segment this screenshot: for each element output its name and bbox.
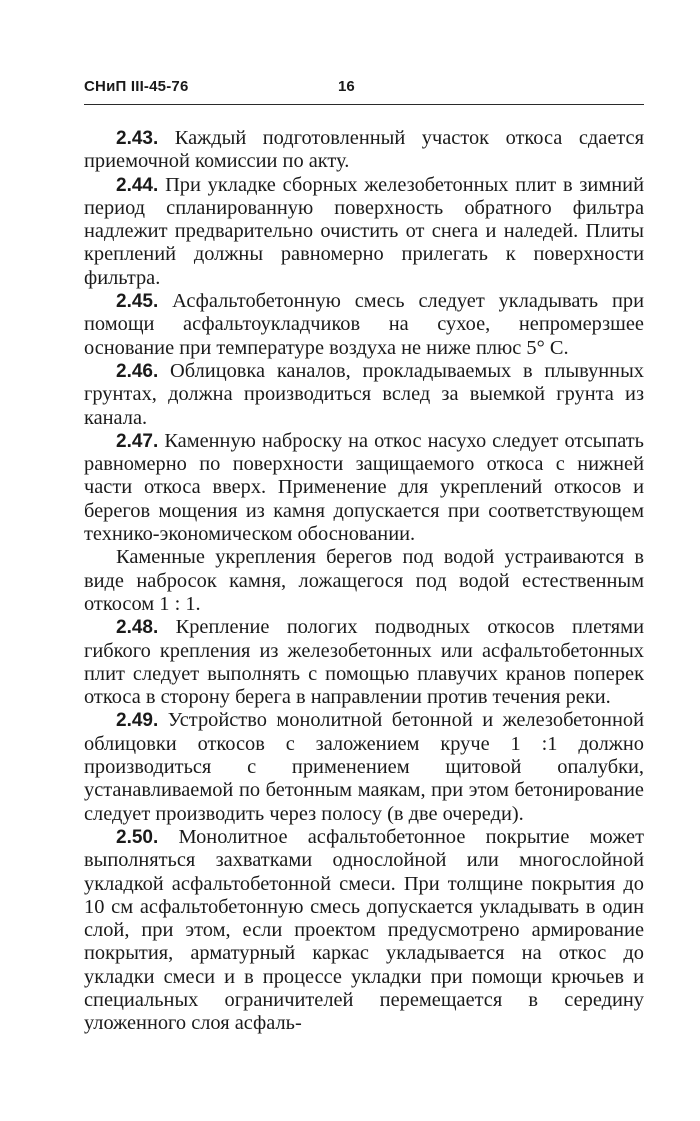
paragraph-2-44 [84, 174, 644, 290]
paragraph-text: Каменную наброску на откос насухо следует отсыпать равномерно по поверхности защищаемого откоса с нижней части откоса вверх. Применение для укреплений откосов и берегов мощения из камня допускается при соответствующем технико-экономическом обосновании. [84, 429, 644, 546]
paragraph-2-49 [84, 709, 644, 825]
paragraph-2-45 [84, 290, 644, 360]
paragraph-number: 2.45. [116, 291, 159, 313]
paragraph-2-47 [84, 430, 644, 546]
paragraph-number: 2.49. [116, 710, 159, 732]
page-number: 16 [338, 78, 355, 95]
paragraph-number: 2.46. [116, 360, 159, 382]
paragraph-text: Асфальтобетонную смесь следует укладывать при помощи асфальтоукладчиков на сухое, непромерзшее основание при температуре воздуха не ниже плюс 5° С. [84, 290, 644, 359]
paragraph-text: Облицовка каналов, прокладываемых в плывунных грунтах, должна производиться вслед за выемкой грунта из канала. [84, 359, 644, 429]
paragraph-2-50 [84, 826, 644, 1036]
paragraph-text: При укладке сборных железобетонных плит в зимний период спланированную поверхность обратного фильтра надлежит предварительно очистить от снега и наледей. Плиты креплений должны равномерно прилегать к поверхности фильтра. [84, 173, 644, 289]
document-code: СНиП III-45-76 [84, 78, 189, 95]
paragraph-number: 2.44. [116, 174, 159, 196]
header-rule [84, 104, 644, 105]
page-header [84, 78, 644, 102]
paragraph-2-46 [84, 360, 644, 430]
paragraph-2-47-continued [84, 546, 644, 616]
paragraph-text: Крепление пологих подводных откосов плетями гибкого крепления из железобетонных или асфальтобетонных плит следует выполнять с помощью плавучих кранов поперек откоса в сторону берега в направлении против течения реки. [84, 616, 644, 709]
paragraph-text: Монолитное асфальтобетонное покрытие может выполняться захватками однослойной или многослойной укладкой асфальтобетонной смеси. При толщине покрытия до 10 см асфальтобетонную смесь допускается укладывать в один слой, при этом, если проектом предусмотрено армирование покрытия, арматурный каркас укладывается на откос до укладки смеси и в процессе укладки при помощи крючьев и специальных ограничителей перемещается в середину уложенного слоя асфаль- [84, 825, 644, 1035]
body-text [84, 127, 644, 1036]
paragraph-number: 2.48. [116, 617, 159, 639]
paragraph-text: Каменные укрепления берегов под водой устраиваются в виде набросок камня, ложащегося под водой естественным откосом 1 : 1. [84, 546, 644, 615]
paragraph-text: Каждый подготовленный участок откоса сдается приемочной комиссии по акту. [84, 127, 644, 173]
paragraph-text: Устройство монолитной бетонной и железобетонной облицовки откосов с заложением круче 1 :1 должно производиться с применением щитовой опалубки, устанавливаемой по бетонным маякам, при этом бетонирование следует производить через полосу (в две очереди). [84, 709, 644, 825]
paragraph-number: 2.43. [116, 128, 159, 149]
paragraph-2-48 [84, 616, 644, 709]
paragraph-2-43 [84, 127, 644, 174]
paragraph-number: 2.47. [116, 430, 159, 452]
paragraph-number: 2.50. [116, 826, 159, 848]
